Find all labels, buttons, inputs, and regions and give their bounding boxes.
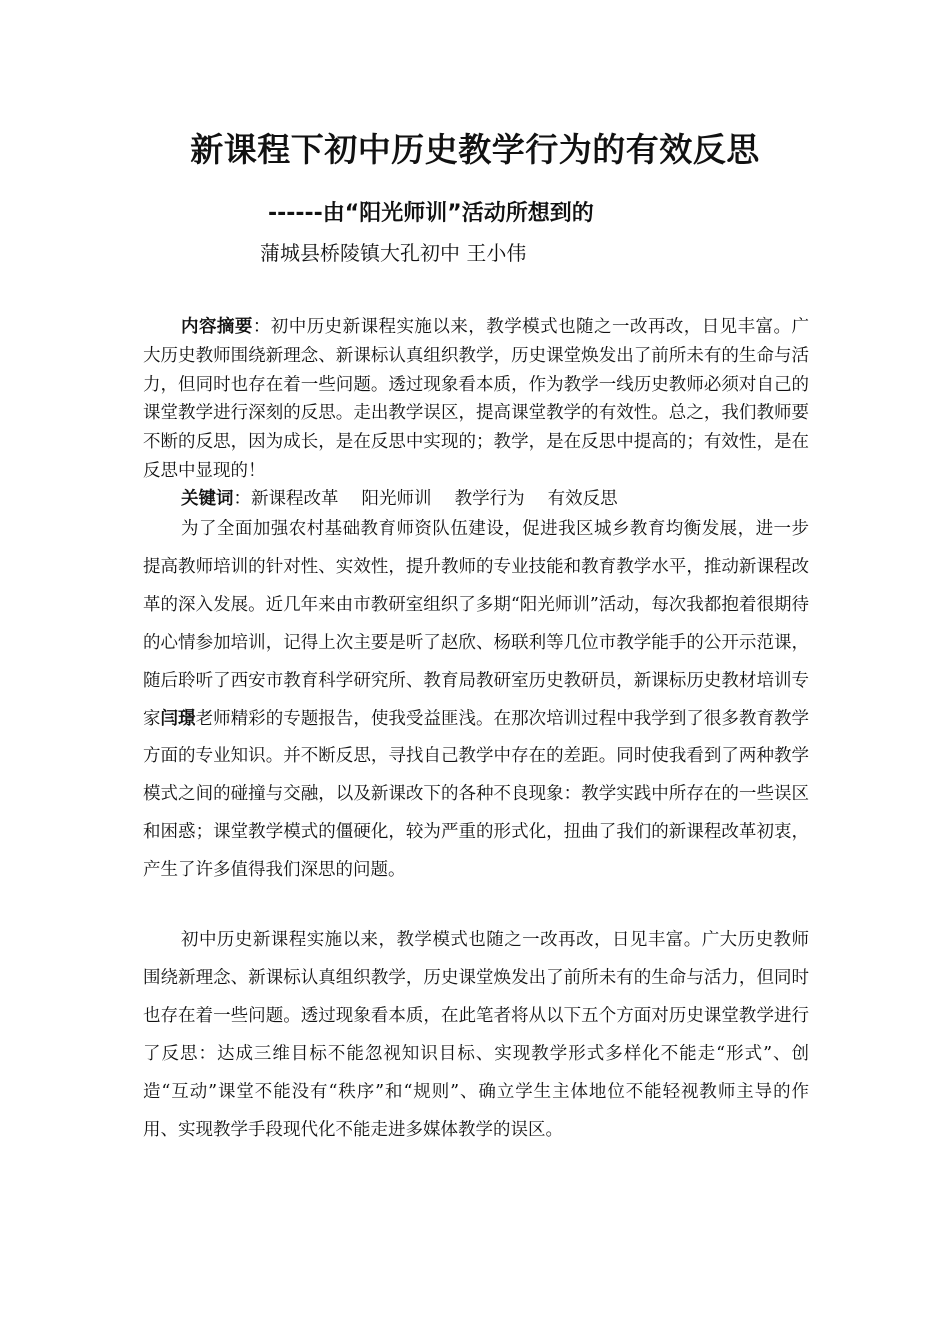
paragraph-1-text-a: 为了全面加强农村基础教育师资队伍建设，促进我区城乡教育均衡发展，进一步提高教师培训的针对性、实效性，提升教师的专业技能和教育教学水平，推动新课程改革的深入发展。近几年来由市教研室组织了多期“阳光师训”活动，每次我都抱着很期待的心情参加培训，记得上次主要是听了赵欣、杨联利等几位市教学能手的公开示范课，随后聆听了西安市教育科学研究所、教育局教研室历史教研员，新课标历史教材培训专家 <box>143 519 809 729</box>
abstract-paragraph <box>143 313 809 486</box>
abstract-label: 内容摘要 <box>181 317 253 337</box>
subtitle: ------由“阳光师训”活动所想到的 <box>268 201 594 226</box>
body-paragraph-2: 初中历史新课程实施以来，教学模式也随之一改再改，日见丰富。广大历史教师围绕新理念、新课标认真组织教学，历史课堂焕发出了前所未有的生命与活力，但同时也存在着一些问题。透过现象看本质，在此笔者将从以下五个方面对历史课堂教学进行了反思：达成三维目标不能忽视知识目标、实现教学形式多样化不能走“形式”、创造“互动”课堂不能没有“秩序”和“规则”、确立学生主体地位不能轻视教师主导的作用、实现教学手段现代化不能走进多媒体教学的误区。 <box>143 930 809 1140</box>
page-title: 新课程下初中历史教学行为的有效反思 <box>190 130 760 169</box>
keywords-line <box>143 485 809 513</box>
paragraph-1-text-b: 老师精彩的专题报告，使我受益匪浅。在那次培训过程中我学到了很多教育教学方面的专业知识。并不断反思，寻找自己教学中存在的差距。同时使我看到了两种教学模式之间的碰撞与交融，以及新课改下的各种不良现象：教学实践中所存在的一些误区和困惑；课堂教学模式的僵硬化，较为严重的形式化，扭曲了我们的新课程改革初衷，产生了许多值得我们深思的问题。 <box>143 708 810 881</box>
keywords-text: ：新课程改革 阳光师训 教学行为 有效反思 <box>233 489 618 509</box>
expert-name: 闫璟 <box>160 708 196 729</box>
author-line: 蒲城县桥陵镇大孔初中 王小伟 <box>260 241 527 265</box>
keywords-label: 关键词 <box>181 489 234 509</box>
abstract-text: ：初中历史新课程实施以来，教学模式也随之一改再改，日见丰富。广大历史教师围绕新理念、新课标认真组织教学，历史课堂焕发出了前所未有的生命与活力，但同时也存在着一些问题。透过现象看本质，作为教学一线历史教师必须对自己的课堂教学进行深刻的反思。走出教学误区，提高课堂教学的有效性。总之，我们教师要不断的反思，因为成长，是在反思中实现的；教学，是在反思中提高的；有效性，是在反思中显现的！ <box>143 317 810 481</box>
body-paragraph-1 <box>143 511 809 890</box>
